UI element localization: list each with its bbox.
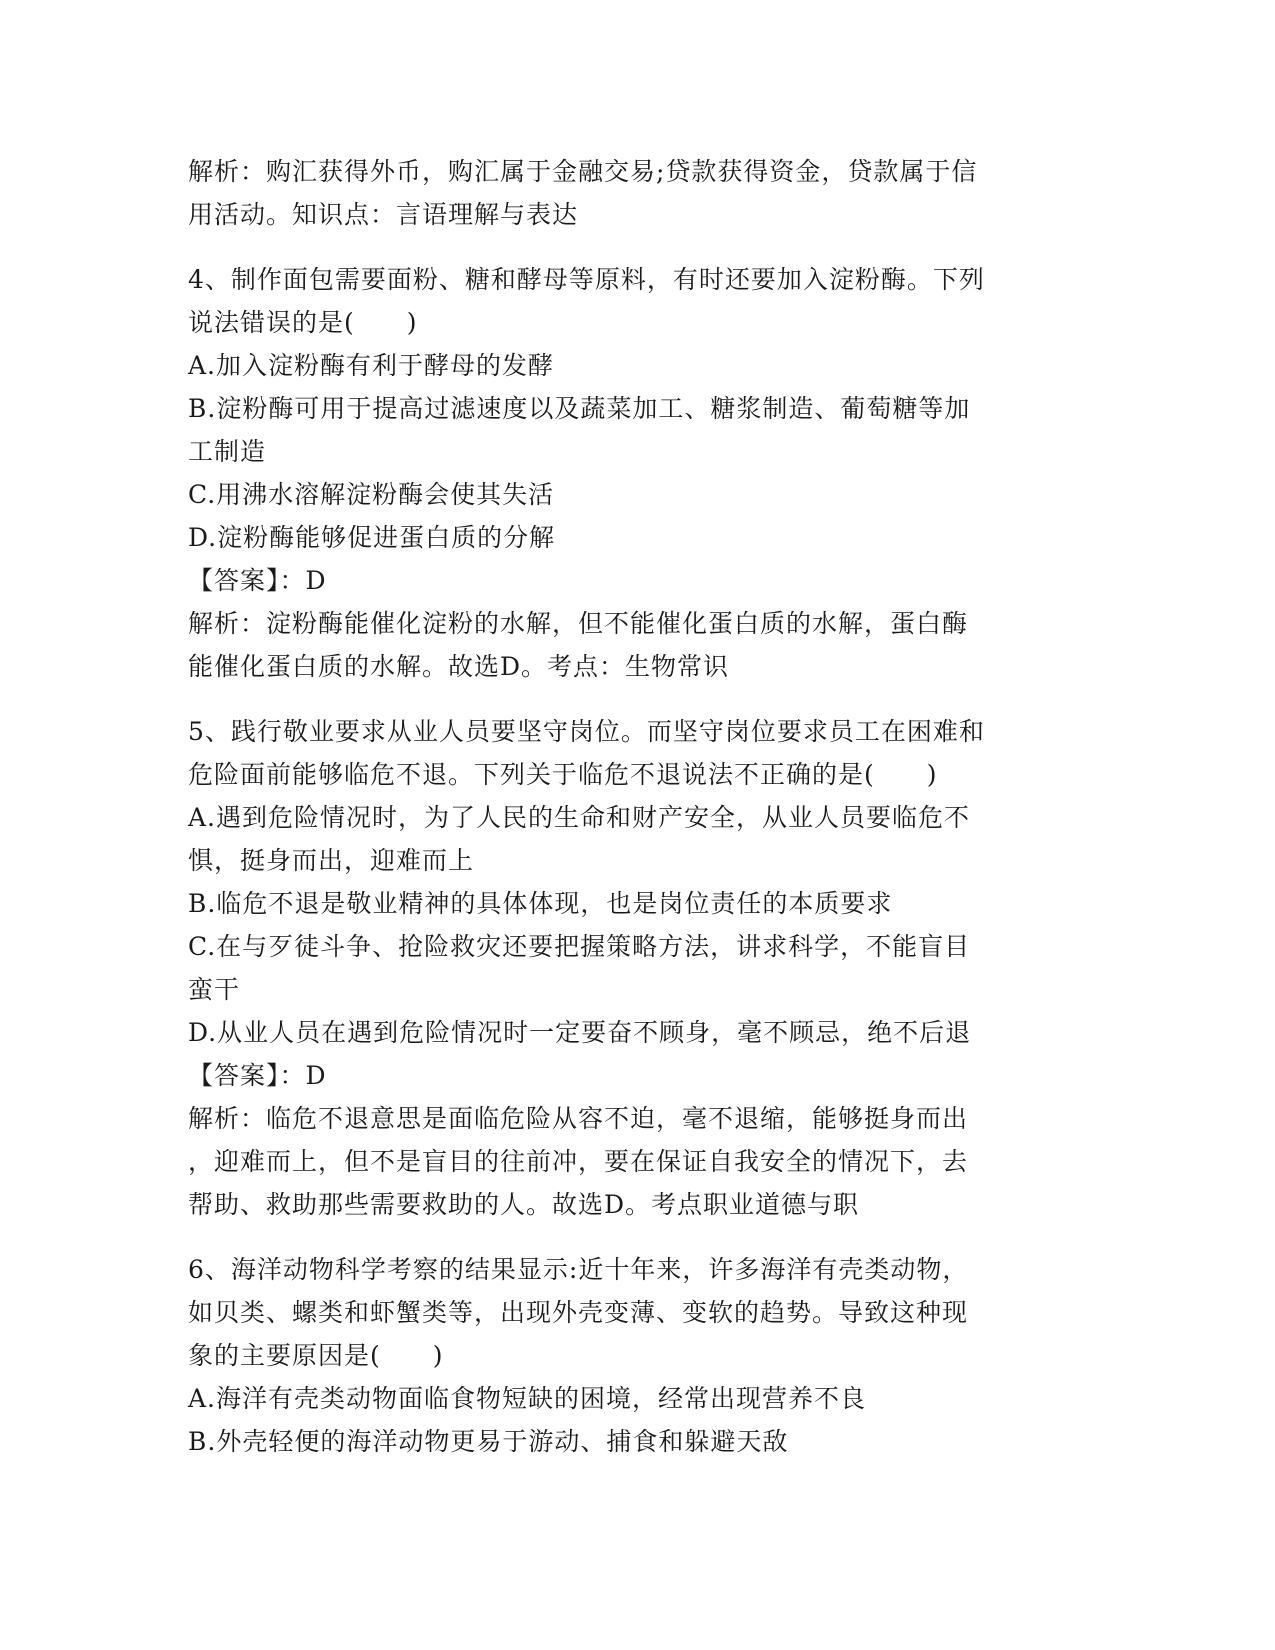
option-b: B.淀粉酶可用于提高过滤速度以及蔬菜加工、糖浆制造、葡萄糖等加	[188, 394, 971, 423]
question-text: 5、践行敬业要求从业人员要坚守岗位。而坚守岗位要求员工在困难和	[188, 717, 985, 746]
option-d: D.从业人员在遇到危险情况时一定要奋不顾身，毫不顾忌，绝不后退	[188, 1018, 972, 1047]
option-c: 蛮干	[188, 975, 241, 1004]
option-a: 惧，挺身而出，迎难而上	[188, 846, 475, 875]
explanation-block-q3	[188, 150, 1068, 236]
question-block-4	[188, 258, 1068, 688]
option-b: 工制造	[188, 437, 267, 466]
answer-line: 【答案】：D	[188, 566, 327, 595]
option-b: B.临危不退是敬业精神的具体体现，也是岗位责任的本质要求	[188, 889, 893, 918]
option-a: A.加入淀粉酶有利于酵母的发酵	[188, 351, 555, 380]
question-text: 说法错误的是( )	[188, 308, 418, 337]
explanation-text: 能催化蛋白质的水解。故选D。考点：生物常识	[188, 652, 730, 681]
explanation-text: 帮助、救助那些需要救助的人。故选D。考点职业道德与职	[188, 1190, 860, 1219]
option-a: A.遇到危险情况时，为了人民的生命和财产安全，从业人员要临危不	[188, 803, 971, 832]
option-b: B.外壳轻便的海洋动物更易于游动、捕食和躲避天敌	[188, 1427, 789, 1456]
question-text: 6、海洋动物科学考察的结果显示:近十年来，许多海洋有壳类动物，	[188, 1255, 969, 1284]
explanation-text: 解析：临危不退意思是面临危险从容不迫，毫不退缩，能够挺身而出	[188, 1104, 969, 1133]
option-a: A.海洋有壳类动物面临食物短缺的困境，经常出现营养不良	[188, 1384, 867, 1413]
explanation-text: ，迎难而上，但不是盲目的往前冲，要在保证自我安全的情况下，去	[188, 1147, 969, 1176]
question-text: 4、制作面包需要面粉、糖和酵母等原料，有时还要加入淀粉酶。下列	[188, 265, 985, 294]
text-line: 用活动。知识点：言语理解与表达	[188, 200, 579, 229]
option-c: C.用沸水溶解淀粉酶会使其失活	[188, 480, 555, 509]
question-text: 危险面前能够临危不退。下列关于临危不退说法不正确的是( )	[188, 760, 938, 789]
document-page	[188, 150, 1068, 1463]
question-block-5	[188, 710, 1068, 1226]
question-text: 如贝类、螺类和虾蟹类等，出现外壳变薄、变软的趋势。导致这种现	[188, 1298, 969, 1327]
explanation-text: 解析：淀粉酶能催化淀粉的水解，但不能催化蛋白质的水解，蛋白酶	[188, 609, 969, 638]
text-line: 解析：购汇获得外币，购汇属于金融交易;贷款获得资金，贷款属于信	[188, 157, 978, 186]
question-block-6	[188, 1248, 1068, 1463]
question-text: 象的主要原因是( )	[188, 1341, 444, 1370]
answer-line: 【答案】：D	[188, 1061, 327, 1090]
option-c: C.在与歹徒斗争、抢险救灾还要把握策略方法，讲求科学，不能盲目	[188, 932, 971, 961]
option-d: D.淀粉酶能够促进蛋白质的分解	[188, 523, 556, 552]
